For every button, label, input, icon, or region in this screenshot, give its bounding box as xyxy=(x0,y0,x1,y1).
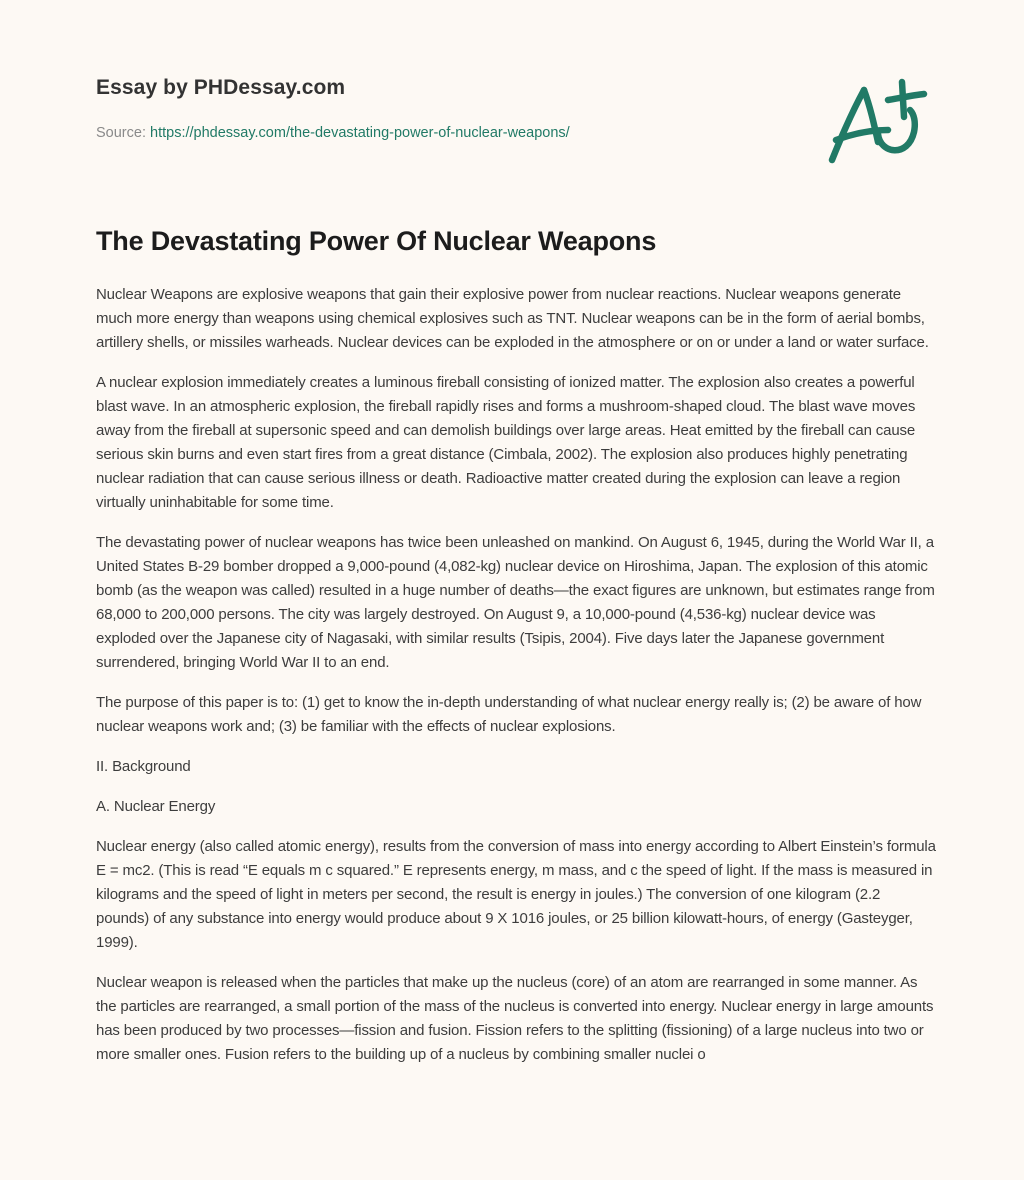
article-title: The Devastating Power Of Nuclear Weapons xyxy=(96,226,657,256)
source-line xyxy=(96,125,796,141)
a-plus-grade-icon xyxy=(818,62,936,166)
paragraph-nuclear-energy: Nuclear energy (also called atomic energy), results from the conversion of mass into energy according to Albert Einstein’s formula E = mc2. (This is read “E equals m c squared.” E represents energy, m mass, and c the speed of light. If the mass is measured in kilograms and the speed of light in meters per second, the result is energy in joules.) The conversion of one kilogram (2.2 pounds) of any substance into energy would produce about 9 X 1016 joules, or 25 billion kilowatt-hours, of energy (Gasteyger, 1999). xyxy=(96,838,936,951)
paragraph-intro: Nuclear Weapons are explosive weapons that gain their explosive power from nuclear reactions. Nuclear weapons generate much more energy than weapons using chemical explosives such as TNT. Nuclear weapons can be in the form of aerial bombs, artillery shells, or missiles warheads. Nuclear devices can be exploded in the atmosphere or on or under a land or water surface. xyxy=(96,286,929,351)
paragraph-purpose: The purpose of this paper is to: (1) get to know the in-depth understanding of what nuclear energy really is; (2) be aware of how nuclear weapons work and; (3) be familiar with the effects of nuclear explosions. xyxy=(96,694,922,735)
source-label: Source: xyxy=(96,125,146,141)
site-title: Essay by PHDessay.com xyxy=(96,76,346,99)
paragraph-fission-fusion: Nuclear weapon is released when the particles that make up the nucleus (core) of an atom are rearranged in some manner. As the particles are rearranged, a small portion of the mass of the nucleus is converted into energy. Nuclear energy in large amounts has been produced by two processes—fission and fusion. Fission refers to the splitting (fissioning) of a large nucleus into two or more smaller ones. Fusion refers to the building up of a nucleus by combining smaller nuclei o xyxy=(96,974,934,1063)
source-link[interactable]: https://phdessay.com/the-devastating-power-of-nuclear-weapons/ xyxy=(150,125,570,141)
page-header xyxy=(96,76,796,141)
subsection-heading-nuclear-energy: A. Nuclear Energy xyxy=(96,798,216,815)
essay-article xyxy=(96,226,936,1083)
section-heading-background: II. Background xyxy=(96,758,191,775)
a-plus-logo-svg xyxy=(818,62,936,166)
paragraph-explosion-effects: A nuclear explosion immediately creates a luminous fireball consisting of ionized matter. The explosion also creates a powerful blast wave. In an atmospheric explosion, the fireball rapidly rises and forms a mushroom-shaped cloud. The blast wave moves away from the fireball at supersonic speed and can demolish buildings over large areas. Heat emitted by the fireball can cause serious skin burns and even start fires from a great distance (Cimbala, 2002). The explosion also produces highly penetrating nuclear radiation that can cause serious illness or death. Radioactive matter created during the explosion can leave a region virtually uninhabitable for some time. xyxy=(96,374,916,511)
paragraph-history: The devastating power of nuclear weapons has twice been unleashed on mankind. On August 6, 1945, during the World War II, a United States B-29 bomber dropped a 9,000-pound (4,082-kg) nuclear device on Hiroshima, Japan. The explosion of this atomic bomb (as the weapon was called) resulted in a huge number of deaths—the exact figures are unknown, but estimates range from 68,000 to 200,000 persons. The city was largely destroyed. On August 9, a 10,000-pound (4,536-kg) nuclear device was exploded over the Japanese city of Nagasaki, with similar results (Tsipis, 2004). Five days later the Japanese government surrendered, bringing World War II to an end. xyxy=(96,534,935,671)
